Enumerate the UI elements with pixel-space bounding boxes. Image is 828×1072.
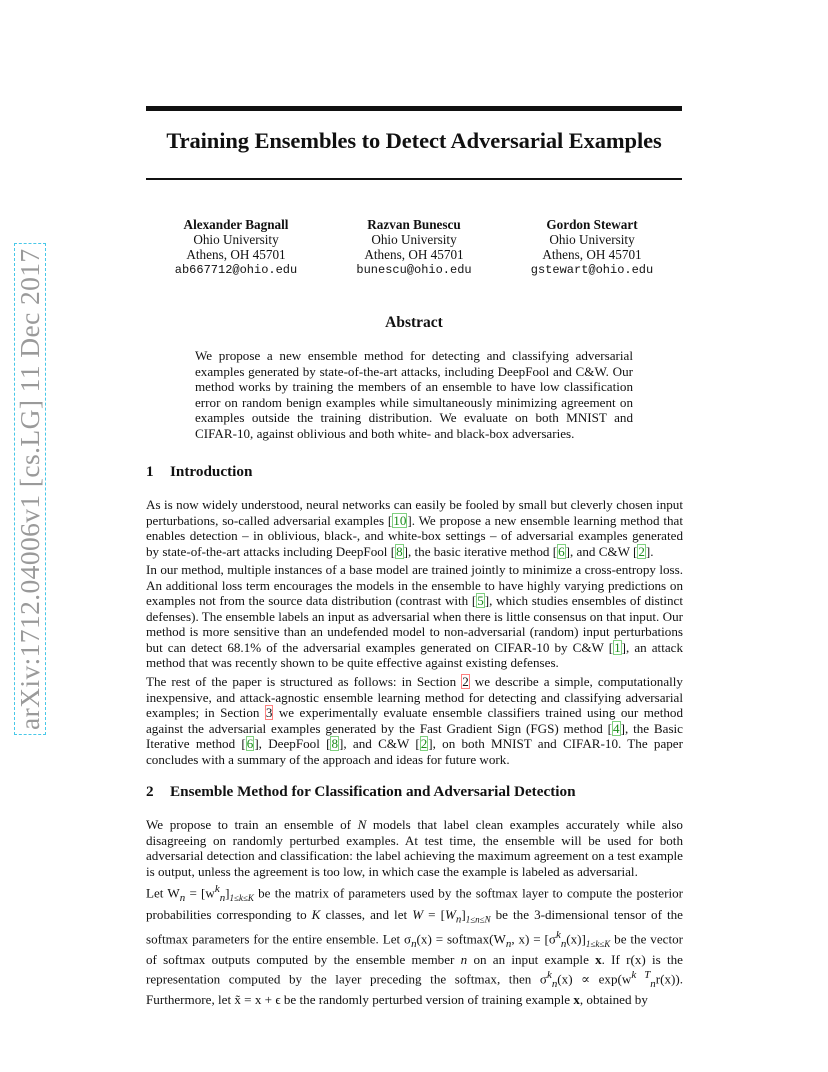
intro-paragraph-2: In our method, multiple instances of a base model are trained jointly to minimize a cross-entropy loss. An additional loss term encourages the models in the ensemble to have highly varying predictions on examples not from the source data distribution (contrast with [5], which studies ensembles of distinct defenses). The ensemble labels an input as adversarial when there is little consensus on that input. Our method is more sensitive than an undefended model to non-adversarial (random) input perturbations but can detect 68.1% of the adversarial examples generated on CIFAR-10 by C&W [1], an attack method that was recently shown to be quite effective against existing defenses. [146, 562, 684, 671]
section-number: 1 [146, 463, 154, 480]
author-affiliation: Ohio University [549, 232, 635, 248]
author-name: Razvan Bunescu [367, 217, 461, 232]
method-paragraph-2: Let $W_n = [w^k_n]_{1\le k\le K}$ be the matrix of parameters used by the softmax layer to compute the posterior probabilities corresponding to K classes, and let $W = [W_n]_{1\le n\le N}$ be the 3-dimensional tensor of the softmax parameters for the entire ensemble. Let $\sigma_n(x)$ = $softmax(W_n$, $x) = [\sigma^k_n(x)]_{1\le k\le K}$ be the vector of softmax outputs computed by the ensemble member n on an input example x. If r(x) is the representation computed by the layer preceding the softmax, then $\sigma^k_n(x) \propto \exp(w^{k T}_nr(x))$. Furthermore, let x̃ = x + ϵ be the randomly perturbed version of training example x, obtained by [146, 883, 684, 1008]
author-2 [329, 217, 499, 278]
citation-link[interactable]: 8 [396, 543, 403, 559]
author-email[interactable]: bunescu@ohio.edu [356, 262, 472, 277]
citation-link[interactable]: 6 [558, 543, 565, 559]
citation-link[interactable]: 8 [331, 736, 339, 752]
author-email[interactable]: gstewart@ohio.edu [530, 262, 654, 277]
author-block [146, 217, 682, 278]
citation-link[interactable]: 4 [613, 720, 620, 736]
method-paragraph-1: We propose to train an ensemble of N models that label clean examples accurately while also disagreeing on randomly perturbed examples. At test time, the ensemble will be used for both adversarial detection and classification: the label achieving the maximum agreement on a test example is output, unless the agreement is too low, in which case the example is labeled as adversarial. [146, 817, 683, 879]
author-email[interactable]: ab667712@ohio.edu [174, 262, 298, 277]
abstract-text: We propose a new ensemble method for detecting and classifying adversarial examples generated by state-of-the-art attacks, including DeepFool and C&W. Our method works by training the members of an ensemble to have low classification error on random benign examples while simultaneously minimizing agreement on examples outside the training distribution. We evaluate on both MNIST and CIFAR-10, against oblivious and both white- and black-box adversaries. [195, 348, 633, 441]
intro-paragraph-3: The rest of the paper is structured as follows: in Section 2 we describe a simple, computationally inexpensive, and attack-agnostic ensemble learning method for detecting and classifying adversarial examples; in Section 3 we experimentally evaluate ensemble classifiers trained using our method against the adversarial examples generated by the Fast Gradient Sign (FGS) method [4], the Basic Iterative method [6], DeepFool [8], and C&W [2], on both MNIST and CIFAR-10. The paper concludes with a summary of the approach and ideas for future work. [146, 674, 683, 767]
abstract-heading: Abstract [385, 314, 443, 331]
citation-link[interactable]: 2 [420, 736, 428, 752]
section-ref-link[interactable]: 2 [462, 674, 469, 689]
author-affiliation: Ohio University [371, 232, 457, 248]
author-name: Alexander Bagnall [183, 217, 289, 232]
section-2-heading [146, 783, 682, 801]
citation-link[interactable]: 6 [246, 736, 254, 752]
title-rule-bottom [146, 178, 682, 180]
citation-link[interactable]: 5 [477, 593, 484, 609]
author-1 [146, 217, 326, 278]
citation-link[interactable]: 2 [638, 543, 645, 559]
author-address: Athens, OH 45701 [186, 247, 286, 263]
author-address: Athens, OH 45701 [542, 247, 642, 263]
author-address: Athens, OH 45701 [364, 247, 464, 263]
section-1-heading [146, 463, 682, 481]
author-affiliation: Ohio University [193, 232, 279, 248]
section-title: Ensemble Method for Classification and Adversarial Detection [170, 783, 576, 800]
author-3 [502, 217, 682, 278]
arxiv-stamp: arXiv:1712.04006v1 [cs.LG] 11 Dec 2017 [14, 243, 46, 735]
title-rule-top [146, 106, 682, 111]
citation-link[interactable]: 10 [393, 512, 407, 528]
citation-link[interactable]: 1 [614, 639, 621, 655]
section-ref-link[interactable]: 3 [265, 705, 273, 721]
section-number: 2 [146, 783, 154, 800]
section-title: Introduction [170, 463, 253, 480]
author-name: Gordon Stewart [546, 217, 638, 232]
paper-title: Training Ensembles to Detect Adversarial Examples [166, 128, 662, 153]
intro-paragraph-1: As is now widely understood, neural networks can easily be fooled by small but cleverly chosen input perturbations, so-called adversarial examples [10]. We propose a new ensemble learning method that enables detection – in oblivious, black-, and white-box settings – of adversarial examples generated by state-of-the-art attacks including DeepFool [8], the basic iterative method [6], and C&W [2]. [146, 497, 683, 559]
